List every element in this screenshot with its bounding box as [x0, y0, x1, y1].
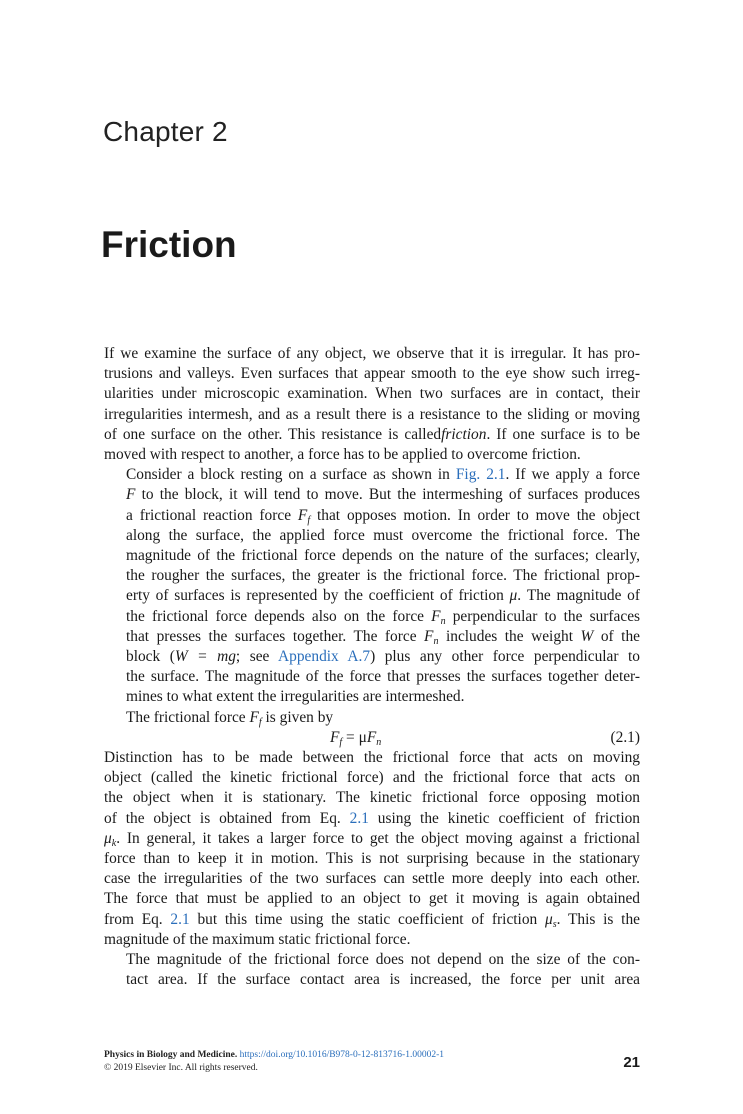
text-line: ularities under microscopic examination. When two surfaces are in contact, their: [104, 385, 640, 403]
text-line: the object when it is stationary. The kinetic frictional force opposing motion: [104, 789, 640, 807]
text-line: [104, 627, 640, 647]
equation-number: (2.1): [610, 728, 640, 746]
text-span: that presses the surfaces together. The force: [126, 627, 425, 645]
symbol-Fn: F: [424, 627, 434, 645]
text-line: magnitude of the frictional force depends on the nature of the surfaces; clearly,: [126, 547, 640, 565]
chapter-title: Friction: [101, 224, 237, 265]
equation-2-1: [104, 728, 640, 748]
text-span: ) plus any other force perpendicular to: [370, 648, 640, 666]
book-title: Physics in Biology and Medicine.: [104, 1050, 238, 1060]
text-span: of the object is obtained from Eq.: [104, 809, 350, 827]
text-line: [104, 829, 640, 849]
paragraph-3: [104, 708, 640, 728]
text-line: [104, 506, 640, 526]
text-span: . This is the: [556, 910, 640, 928]
chapter-label: Chapter 2: [103, 116, 228, 147]
text-line: [104, 647, 640, 667]
text-line: The magnitude of the frictional force does not depend on the size of the con-: [126, 951, 640, 969]
text-span: . If one surface is to be: [486, 425, 640, 443]
symbol-F: F: [126, 486, 136, 504]
text-line: Distinction has to be made between the frictional force that acts on moving: [104, 749, 640, 767]
text-span: block (: [126, 648, 175, 666]
text-line: tact area. If the surface contact area is increased, the force per unit area: [126, 971, 640, 989]
body-text: [104, 344, 640, 990]
subscript-f: f: [307, 514, 311, 526]
page-footer: [104, 1049, 444, 1075]
text-line: moved with respect to another, a force has to be applied to overcome friction.: [104, 446, 581, 464]
text-line: the surface. The magnitude of the force that presses the surfaces together deter-: [126, 668, 640, 686]
equation-operator: = μ: [342, 728, 367, 746]
text-line: If we examine the surface of any object, we observe that it is irregular. It has pro-: [104, 345, 640, 362]
text-span: from Eq.: [104, 910, 171, 928]
text-line: mines to what extent the irregularities are intermeshed.: [126, 688, 465, 706]
emphasis-friction: friction: [441, 425, 487, 443]
text-span: of the: [593, 627, 640, 645]
text-span: . If we apply a force: [505, 466, 640, 484]
text-line: [104, 910, 640, 930]
subscript-k: k: [111, 837, 117, 849]
paragraph-1: [104, 344, 640, 465]
paragraph-2: [104, 465, 640, 707]
equation-body: [330, 728, 381, 748]
paragraph-4: [104, 748, 640, 950]
text-span: to the block, it will tend to move. But the intermeshing of surfaces produces: [135, 486, 640, 504]
equation-lhs: F: [330, 728, 340, 746]
subscript-s: s: [552, 918, 557, 930]
equation-rhs-subscript: n: [376, 736, 382, 748]
text-line: [104, 809, 640, 829]
text-line: [104, 607, 640, 627]
text-span: . In general, it takes a larger force to get the object moving against a frictional: [116, 829, 640, 847]
text-line: object (called the kinetic frictional force) and the frictional force that acts on: [104, 769, 640, 787]
page-number: 21: [623, 1054, 640, 1071]
text-line: [104, 485, 640, 505]
text-span: using the kinetic coefficient of friction: [368, 809, 640, 827]
appendix-link[interactable]: Appendix A.7: [278, 648, 371, 666]
text-span: . The magnitude of: [517, 587, 640, 605]
doi-link[interactable]: https://doi.org/10.1016/B978-0-12-813716-1.00002-1: [239, 1050, 444, 1060]
citation-line: [104, 1049, 444, 1062]
text-span: perpendicular to the surfaces: [445, 607, 641, 625]
text-line: the rougher the surfaces, the greater is the frictional force. The frictional prop-: [126, 567, 640, 585]
symbol-Ff: F: [297, 506, 308, 524]
text-span: but this time using the static coefficient of friction: [189, 910, 545, 928]
symbol-mu: μ: [104, 829, 112, 847]
equation-rhs: F: [366, 728, 377, 746]
copyright: © 2019 Elsevier Inc. All rights reserved.: [104, 1063, 258, 1073]
text-line: along the surface, the applied force must overcome the frictional force. The: [126, 526, 640, 544]
text-span: is given by: [261, 708, 334, 726]
text-line: [104, 708, 640, 728]
text-span: includes the weight: [438, 627, 581, 645]
symbol-mu: μ: [509, 587, 518, 605]
text-span: of one surface on the other. This resistance is called: [104, 425, 442, 443]
text-span: the frictional force depends also on the force: [126, 607, 432, 625]
symbol-mu: μ: [545, 910, 553, 928]
text-span: a frictional reaction force: [126, 506, 298, 524]
equation-link[interactable]: 2.1: [170, 910, 190, 928]
text-span: Consider a block resting on a surface as shown in: [126, 466, 456, 484]
text-line: irregularities intermesh, and as a result there is a resistance to the sliding or moving: [104, 405, 640, 423]
text-span: The frictional force: [126, 708, 250, 726]
subscript-n: n: [440, 615, 446, 627]
text-line: case the irregularities of the two surfaces can settle more deeply into each other.: [104, 870, 640, 888]
text-line: The force that must be applied to an object to get it moving is again obtained: [104, 890, 640, 908]
equation-link[interactable]: 2.1: [349, 809, 369, 827]
symbol-W: W: [580, 627, 594, 645]
text-line: magnitude of the maximum static frictional force.: [104, 930, 411, 948]
equation-lhs-subscript: f: [339, 736, 343, 748]
subscript-f: f: [258, 716, 262, 728]
text-line: [104, 425, 640, 445]
text-span: erty of surfaces is represented by the coefficient of friction: [126, 587, 510, 605]
subscript-n: n: [433, 635, 439, 647]
figure-link[interactable]: Fig. 2.1: [455, 466, 506, 484]
text-line: [104, 465, 640, 485]
text-line: trusions and valleys. Even surfaces that appear smooth to the eye show such irreg-: [104, 365, 640, 383]
symbol-W-equals-mg: W = mg: [174, 648, 236, 666]
text-span: that opposes motion. In order to move the object: [310, 506, 640, 524]
text-span: ; see: [235, 648, 279, 666]
text-line: [104, 586, 640, 606]
symbol-Ff: F: [249, 708, 259, 726]
symbol-Fn: F: [431, 607, 441, 625]
text-line: force than to keep it in motion. This is not surprising because in the stationary: [104, 850, 640, 868]
paragraph-5: [104, 950, 640, 990]
